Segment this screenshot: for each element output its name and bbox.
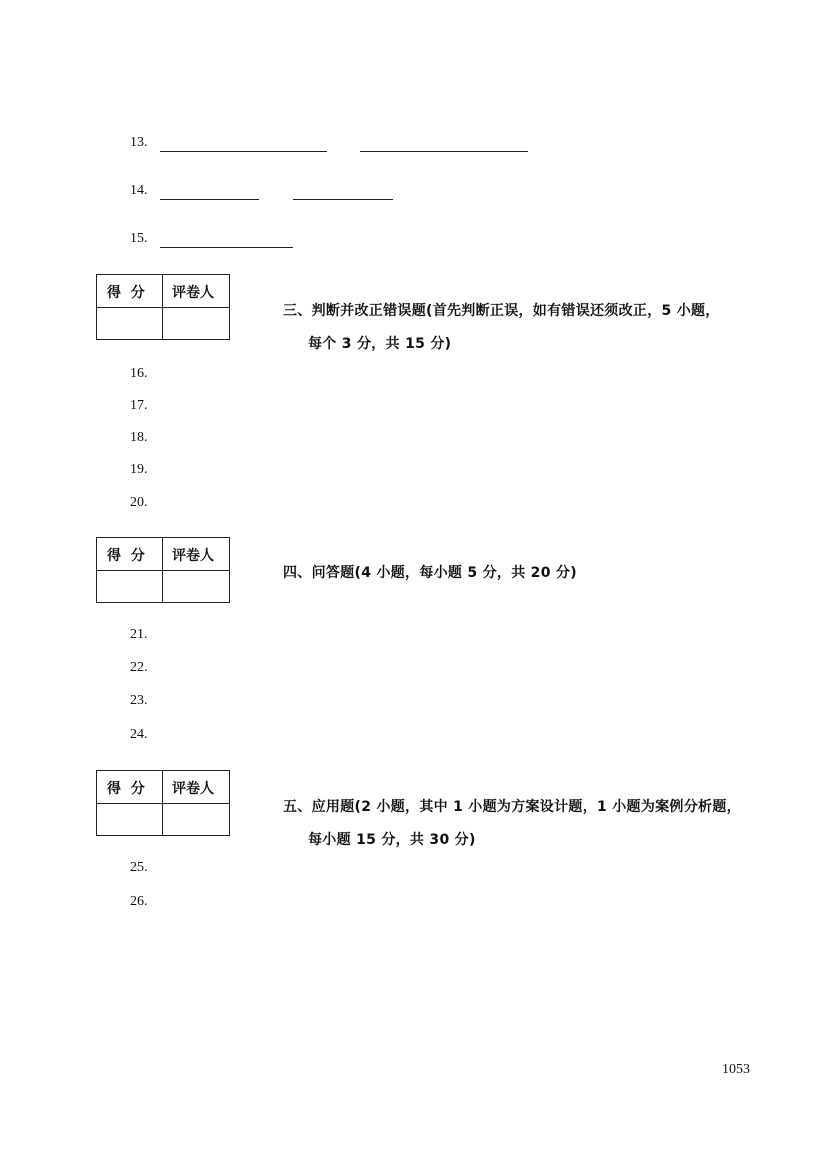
- question-number-15: 15.: [130, 231, 148, 246]
- answer-blank-13b[interactable]: [360, 151, 528, 152]
- question-number-14: 14.: [130, 183, 148, 198]
- score-box-section-5: [96, 770, 230, 836]
- question-number-17: 17.: [130, 398, 148, 413]
- answer-blank-14b[interactable]: [293, 199, 393, 200]
- answer-blank-14a[interactable]: [160, 199, 259, 200]
- score-label: 得 分: [107, 781, 145, 797]
- question-number-21: 21.: [130, 627, 148, 642]
- section-4-title: 四、问答题(4 小题，每小题 5 分，共 20 分): [283, 565, 577, 581]
- question-number-24: 24.: [130, 727, 148, 742]
- section-3-title: 三、判断并改正错误题(首先判断正误，如有错误还须改正，5 小题，: [283, 303, 720, 319]
- question-number-19: 19.: [130, 462, 148, 477]
- score-box-section-3: [96, 274, 230, 340]
- section-5-title-cont: 每小题 15 分，共 30 分): [308, 832, 476, 848]
- section-5-title: 五、应用题(2 小题，其中 1 小题为方案设计题，1 小题为案例分析题，: [283, 799, 741, 815]
- grader-label: 评卷人: [172, 781, 214, 797]
- question-number-18: 18.: [130, 430, 148, 445]
- question-number-13: 13.: [130, 135, 148, 150]
- score-box-section-4: [96, 537, 230, 603]
- question-number-25: 25.: [130, 860, 148, 875]
- section-3-title-cont: 每个 3 分，共 15 分): [308, 336, 452, 352]
- grader-label: 评卷人: [172, 548, 214, 564]
- question-number-26: 26.: [130, 894, 148, 909]
- question-number-16: 16.: [130, 366, 148, 381]
- question-number-22: 22.: [130, 660, 148, 675]
- grader-label: 评卷人: [172, 285, 214, 301]
- answer-blank-13a[interactable]: [160, 151, 327, 152]
- score-label: 得 分: [107, 548, 145, 564]
- answer-blank-15[interactable]: [160, 247, 293, 248]
- question-number-23: 23.: [130, 693, 148, 708]
- question-number-20: 20.: [130, 495, 148, 510]
- page-number: 1053: [722, 1062, 750, 1077]
- score-label: 得 分: [107, 285, 145, 301]
